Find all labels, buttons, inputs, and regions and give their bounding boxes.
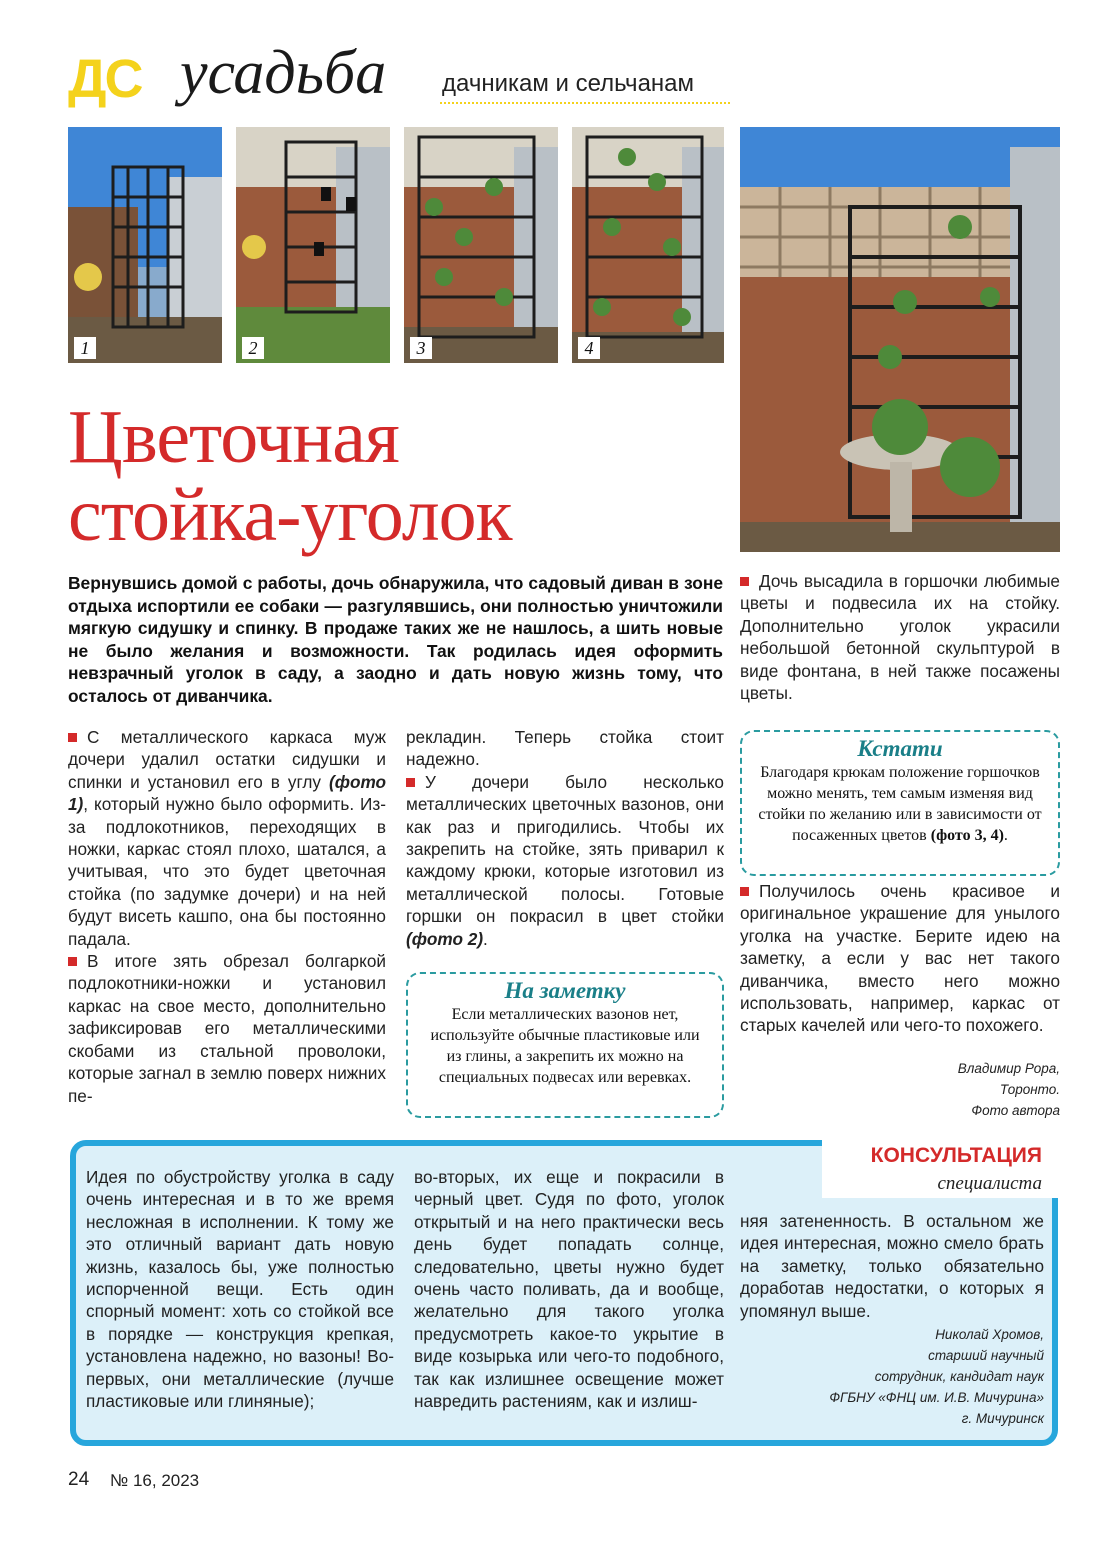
bullet-marker: [406, 778, 415, 787]
column-1: [68, 726, 386, 1107]
photo-number: 4: [578, 337, 600, 359]
logo-ds: ДС: [68, 49, 142, 109]
header-divider: [440, 102, 730, 104]
text: Дочь высадила в горшочки любимые цветы и подвесила их на стойку. Дополнительно уголок украсили небольшой бетонной скульптурой в виде фонтана, в ней также посажены цветы.: [740, 571, 1060, 704]
photo-number: 2: [242, 337, 264, 359]
paragraph: [740, 880, 1060, 1037]
consult-column-1: Идея по обустройству уголка в саду очень интересная и в то же время несложная в исполнении. К тому же это отличный вариант дать новую жизнь, казалось бы, уже полностью испорченной вещи. Есть один спорный момент: хоть со стойкой все в порядке — конструкция крепкая, установлена надежно, но вазоны! Во-первых, они металлические (лучше пластиковые или глиняные);: [86, 1167, 394, 1412]
author-signature: [820, 1058, 1060, 1121]
note-box: [406, 972, 724, 1118]
text: С металлического каркаса муж дочери удалил остатки сидушки и спинки и установил его в углу: [68, 727, 386, 792]
consultant-org: ФГБНУ «ФНЦ им. И.В. Мичурина»: [829, 1390, 1044, 1405]
note-box-text: Если металлических вазонов нет, используйте обычные пластиковые или из глины, а закрепить их можно на специальных подвесах или веревках.: [430, 1006, 700, 1086]
kstati-box-text: [754, 762, 1046, 846]
issue-number: № 16, 2023: [110, 1471, 200, 1490]
consult-column-2: во-вторых, их еще и покрасили в черный цвет. Судя по фото, уголок открытый и на него практически весь день будет попадать солнце, следовательно, цветы нужно будет очень часто поливать, да и вообще, желательно для такого уголка предусмотреть какое-то укрытие в виде козырька или чего-то подобного, так как излишнее освещение может навредить растениям, как и излиш-: [414, 1167, 724, 1412]
consultant-title: старший научный: [928, 1348, 1044, 1363]
article-title: [68, 395, 728, 557]
photo-1: [68, 127, 222, 363]
text: Благодаря крюкам положение горшочков можно менять, тем самым изменяя вид стойки по желанию или в зависимости от посаженных цветов: [758, 764, 1042, 844]
photo-4: [572, 127, 724, 363]
logo-usadba: усадьба: [180, 39, 387, 107]
photo-3: [404, 127, 558, 363]
bullet-marker: [68, 957, 77, 966]
consultation-title: КОНСУЛЬТАЦИЯ: [870, 1144, 1042, 1167]
paragraph: [406, 771, 724, 950]
photo-main: [740, 127, 1060, 552]
text: .: [1003, 827, 1008, 844]
photo-number: 3: [410, 337, 432, 359]
bullet-marker: [740, 887, 749, 896]
bullet-marker: [740, 577, 749, 586]
photo-ref: (фото 1): [68, 771, 386, 815]
title-line-1: Цветочная: [68, 395, 399, 479]
photo-2: [236, 127, 390, 363]
consult-column-3: няя затененность. В остальном же идея интересная, можно смело брать на заметку, только обязательно доработав недостатки, о которых я упомянул выше.: [740, 1211, 1044, 1321]
title-line-2: стойка-уголок: [68, 473, 512, 557]
author-city: Торонто.: [999, 1082, 1060, 1097]
photo-ref: (фото 2): [406, 928, 484, 949]
photo-ref: (фото 3, 4): [930, 827, 1004, 844]
note-box-title: На заметку: [504, 978, 626, 1003]
text: У дочери было несколько металлических цветочных вазонов, они как раз и пригодились. Чтобы их закрепить на стойке, зять приварил к каждому крюки, которые изготовил из металлической полосы. Готовые горшки он покрасил в цвет стойки: [406, 771, 724, 927]
paragraph: [740, 570, 1060, 704]
section-subtitle: дачникам и сельчанам: [442, 70, 695, 97]
consultation-subtitle: специалиста: [937, 1173, 1042, 1194]
kstati-box: [740, 730, 1060, 876]
photo-number: 1: [74, 337, 96, 359]
lead-paragraph: Вернувшись домой с работы, дочь обнаружила, что садовый диван в зоне отдыха испортили ее собаки — разгулявшись, они полностью уничтожили мягкую сидушку и спинку. В продаже таких же не нашлось, а шить новые не было желания и возможности. Так родилась идея оформить невзрачный уголок в саду, а заодно и дать новую жизнь тому, что осталось от диванчика.: [68, 573, 723, 706]
photo-credit: Фото автора: [971, 1103, 1060, 1118]
author-name: Владимир Рора,: [957, 1061, 1060, 1076]
consultant-city: г. Мичуринск: [961, 1411, 1044, 1426]
paragraph: [68, 726, 386, 950]
text: .: [483, 928, 488, 949]
consultant-name: Николай Хромов,: [935, 1327, 1044, 1342]
page-number: 24: [68, 1469, 90, 1490]
column-3-lower: [740, 880, 1060, 1037]
consultant-title: сотрудник, кандидат наук: [874, 1369, 1044, 1384]
kstati-box-title: Кстати: [857, 736, 943, 761]
column-3: [740, 570, 1060, 704]
paragraph: [68, 950, 386, 1107]
paragraph: рекладин. Теперь стойка стоит надежно.: [406, 727, 724, 770]
text: , который нужно было оформить. Из-за подлокотников, переходящих в ножки, каркас стоял плохо, шатался, а учитывая, что это будет цветочная стойка (по задумке дочери) и на ней будут висеть кашпо, она бы постоянно падала.: [68, 794, 386, 949]
consultant-signature: [740, 1324, 1044, 1429]
text: В итоге зять обрезал болгаркой подлокотники-ножки и установил каркас на свое место, дополнительно зафиксировав его металлическими скобами из стальной проволоки, которые загнал в землю поверх нижних пе-: [68, 951, 386, 1106]
text: Получилось очень красивое и оригинальное украшение для унылого уголка на участке. Берите идею на заметку, а если у вас нет такого диванчика, вместо него можно использовать, например, каркас от старых качелей или чего-то похожего.: [740, 881, 1060, 1036]
column-2: [406, 726, 724, 950]
bullet-marker: [68, 733, 77, 742]
